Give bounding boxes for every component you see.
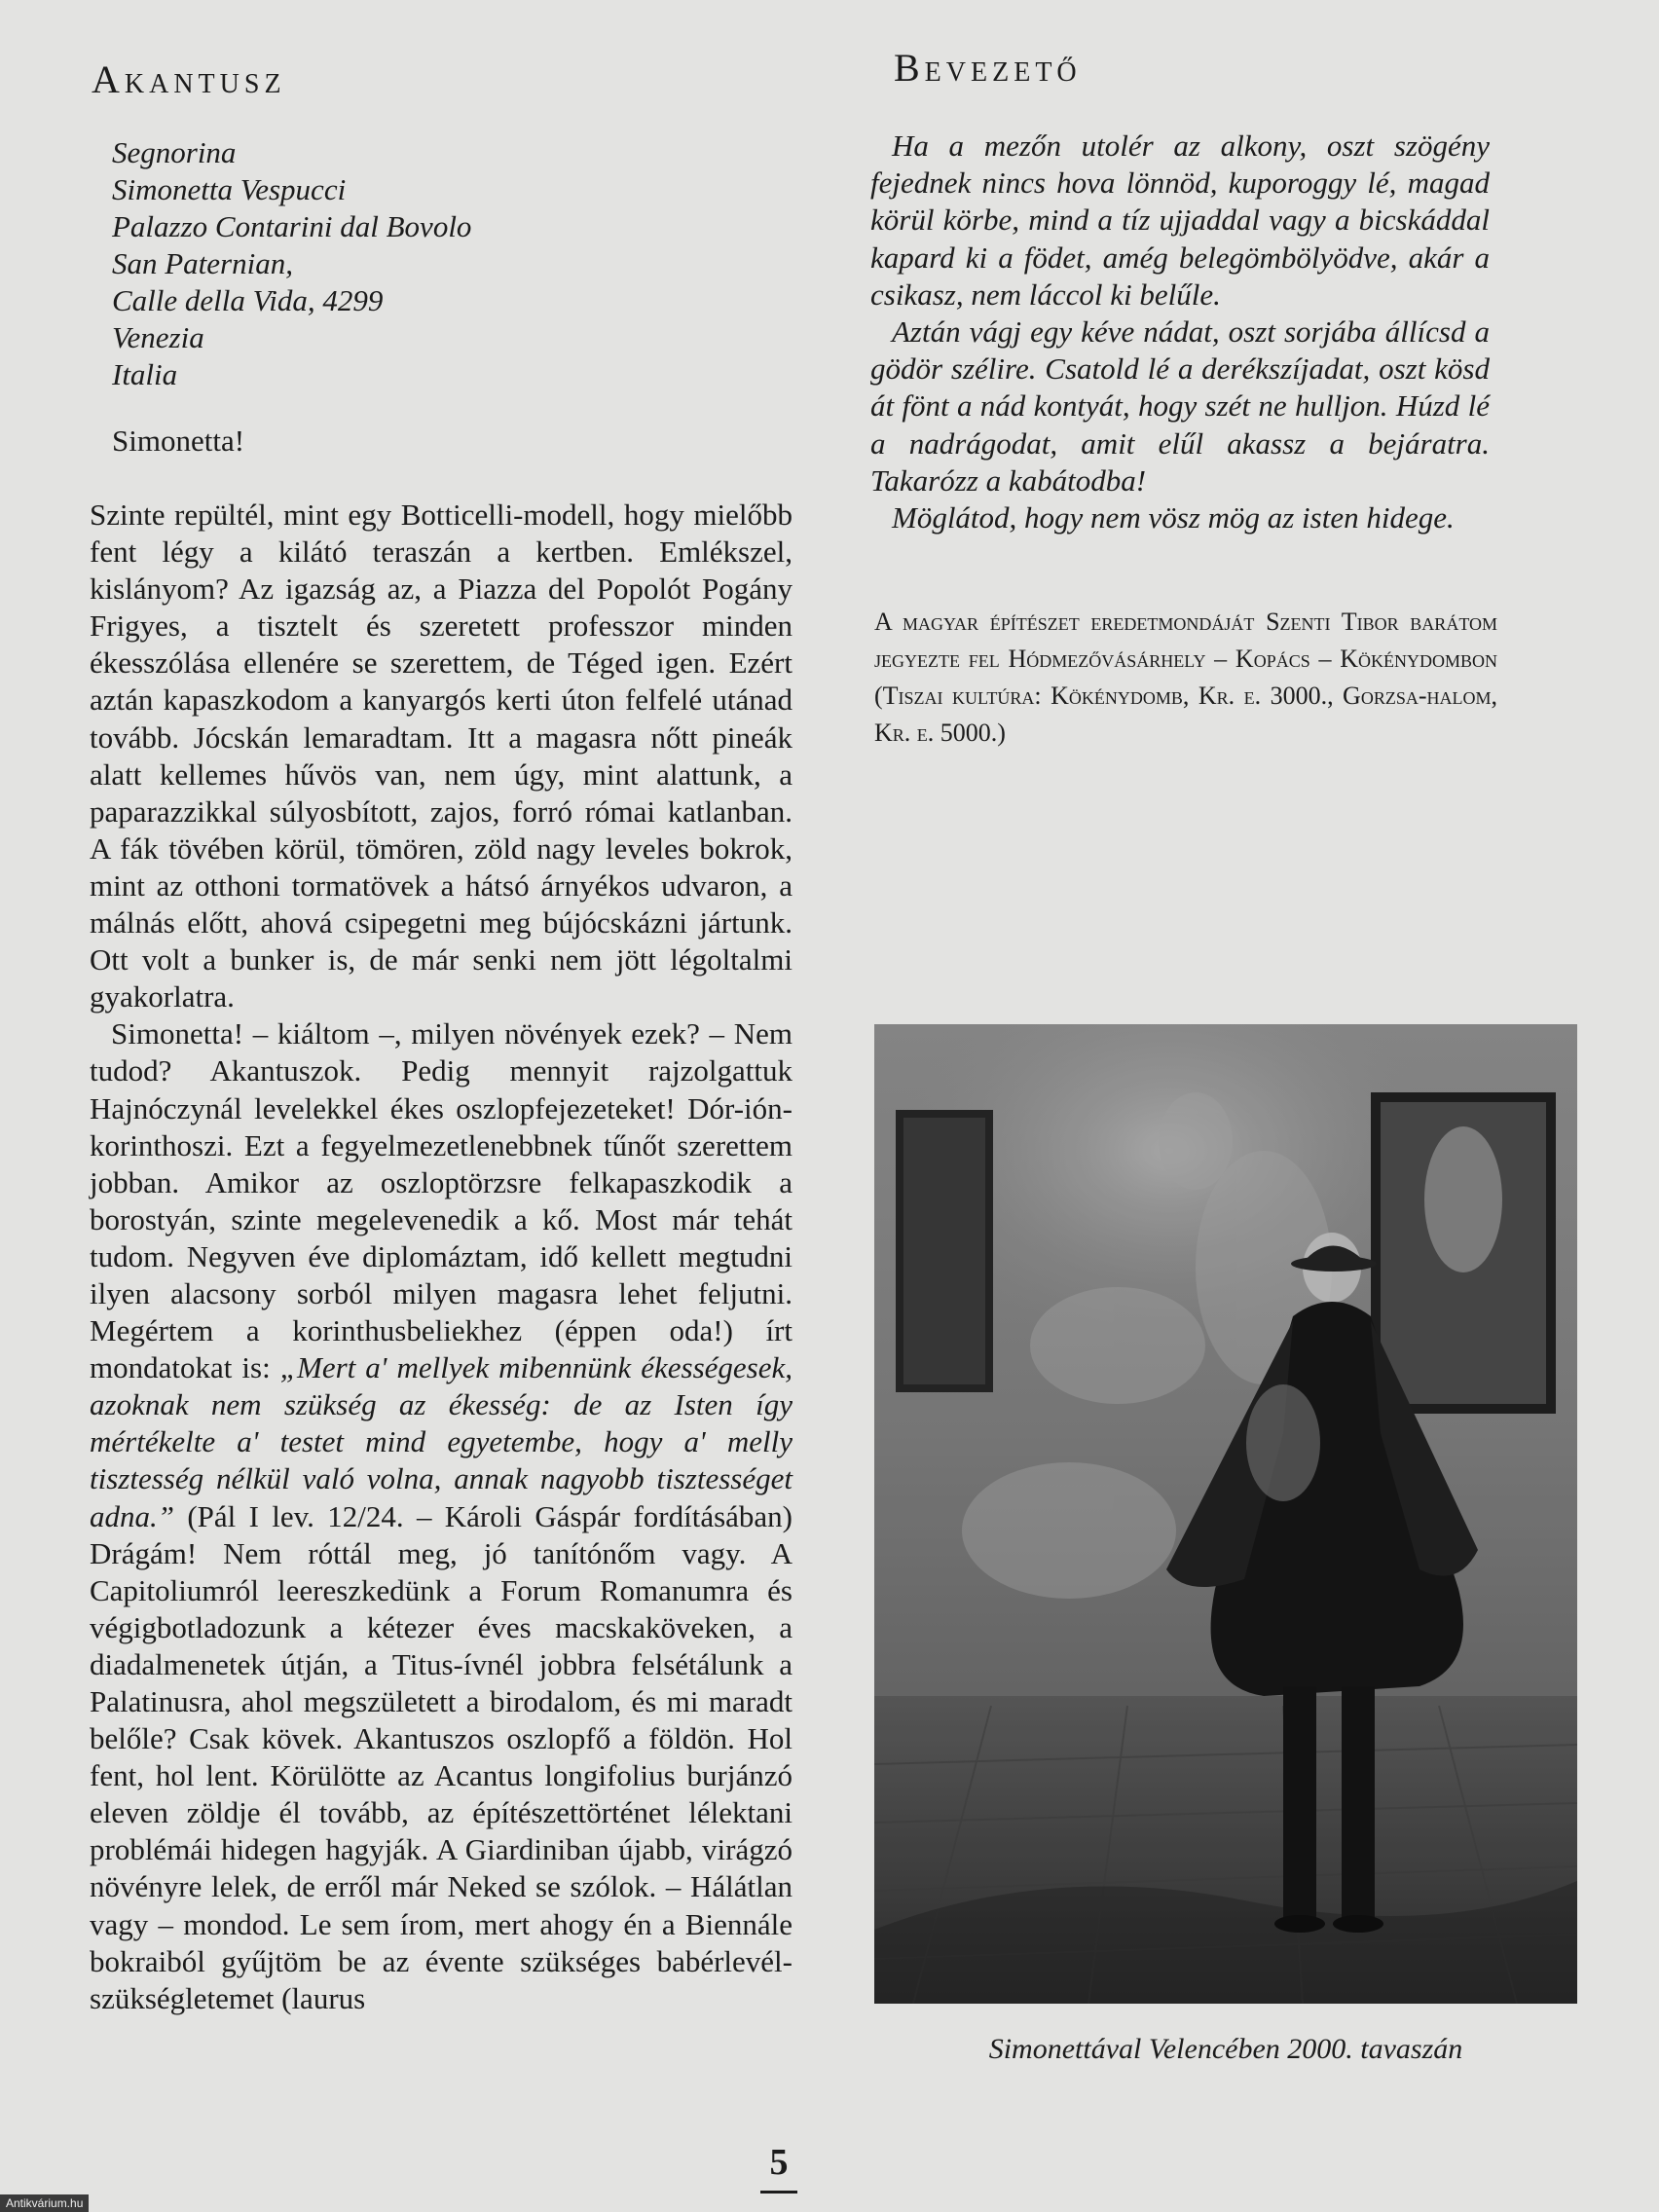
- right-title: Bevezető: [894, 46, 1082, 90]
- address-line: Italia: [112, 357, 178, 391]
- poem-paragraph: Ha a mezőn utolér az alkony, oszt szögény fejednek nincs hova lönnöd, kuporoggy lé, magad körül körbe, mind a tíz ujjaddal vagy a bicskáddal kapard ki a födet, amég belegömbölyödve, akár a csikasz, nem láccol ki belűle.: [870, 129, 1490, 312]
- address-block: [112, 134, 471, 393]
- source-note: A magyar építészet eredetmondáját Szenti Tibor barátom jegyezte fel Hódmezővásárhely – Kopács – Kökénydombon (Tiszai kultúra: Kökénydomb, Kr. e. 3000., Gorzsa-halom, Kr. e. 5000.): [874, 608, 1497, 747]
- poem-paragraph: Möglátod, hogy nem vösz mög az isten hidege.: [892, 500, 1455, 535]
- paragraph-text: (Pál I lev. 12/24. – Károli Gáspár fordításában) Drágám! Nem róttál meg, jó tanítónőm vagy. A Capitoliumról leereszkedünk a Forum Romanumra és végigbotladozunk a kétezer éves macskaköveken, a diadalmenetek útján, a Titus-ívnél jobbra felsétálunk a Palatinusra, ahol megszületett a birodalom, és mi maradt belőle? Csak kövek. Akantuszos oszlopfő a földön. Hol fent, hol lent. Körülötte az Acantus longifolius burjánzó eleven zöldje él tovább, az építészettörténet lélektani problémái hidegen hagyják. A Giardiniban újabb, virágzó növényre lelek, de erről már Neked se szólok. – Hálátlan vagy – mondod. Le sem írom, mert ahogy én a Biennále bokraiból gyűjtöm be az évente szükséges babérlevél-szükségletemet (laurus: [90, 1498, 793, 2015]
- letter-paragraph: Szinte repültél, mint egy Botticelli-modell, hogy mielőbb fent légy a kilátó teraszán a kertben. Emlékszel, kislányom? Az igazság az, a Piazza del Popolót Pogány Frigyes, a tisztelt és szeretett professzor minden ékesszólása ellenére se szerettem, de Téged igen. Ezért aztán kapaszkodom a kanyargós kerti úton felfelé utánad tovább. Jócskán lemaradtam. Itt a magasra nőtt pineák alatt kellemes hűvös van, nem úgy, mint alattunk, a paparazzikkal súlyosbított, zajos, forró római katlanban. A fák tövében körül, tömören, zöld nagy leveles bokrok, mint az otthoni tormatövek a hátsó árnyékos udvaron, a málnás előtt, ahová csipegetni meg bújócskázni jártunk. Ott volt a bunker is, de már senki nem jött légoltalmi gyakorlatra.: [90, 498, 793, 1014]
- left-title: Akantusz: [92, 57, 286, 101]
- bible-quote: „Mert a' mellyek mibennünk ékességesek, azoknak nem szükség az ékesség: de az Isten így mértékelte a' testet mind egyetembe, hogy a' melly tisztesség nélkül való volna, annak nagyobb tisztességet adna.”: [90, 1350, 793, 1533]
- address-line: Calle della Vida, 4299: [112, 283, 384, 317]
- photograph: [874, 1024, 1577, 2004]
- letter-paragraph: [90, 1015, 793, 2017]
- photo-caption: Simonettával Velencében 2000. tavaszán: [988, 2033, 1463, 2065]
- address-line: Segnorina: [112, 135, 237, 169]
- page-number: 5: [769, 2142, 789, 2183]
- address-line: Simonetta Vespucci: [112, 172, 347, 206]
- page-number-underline: [760, 2191, 797, 2194]
- salutation: Simonetta!: [112, 424, 245, 458]
- address-line: Palazzo Contarini dal Bovolo: [112, 209, 472, 243]
- paragraph-text: Simonetta! – kiáltom –, milyen növények ezek? – Nem tudod? Akantuszok. Pedig mennyit rajzolgattuk Hajnóczynál levelekkel ékes oszlopfejezeteket! Dór-ión-korinthoszi. Ezt a fegyelmezetlenebbnek tűnőt szerettem jobban. Amikor az oszloptörzsre felkapaszkodik a borostyán, szinte megelevenedik a kő. Most már tehát tudom. Negyven éve diplomáztam, idő kellett megtudni ilyen alacsony sorból milyen magasra lehet feljutni. Megértem a korinthusbeliekhez (éppen oda!) írt mondatokat is:: [90, 1016, 793, 1385]
- poem-paragraph: Aztán vágj egy kéve nádat, oszt sorjába állícsd a gödör szélire. Csatold lé a derékszíjadat, oszt kösd át fönt a nád kontyát, hogy szét ne hulljon. Húzd lé a nadrágodat, amit elűl akassz a bejáratra. Takarózz a kabátodba!: [870, 314, 1490, 498]
- address-line: Venezia: [112, 320, 204, 354]
- photo-illustration: [874, 1024, 1577, 2004]
- letter-body: [90, 497, 793, 2017]
- address-line: San Paternian,: [112, 246, 293, 280]
- poem: [870, 128, 1490, 536]
- watermark: Antikvárium.hu: [0, 2194, 89, 2212]
